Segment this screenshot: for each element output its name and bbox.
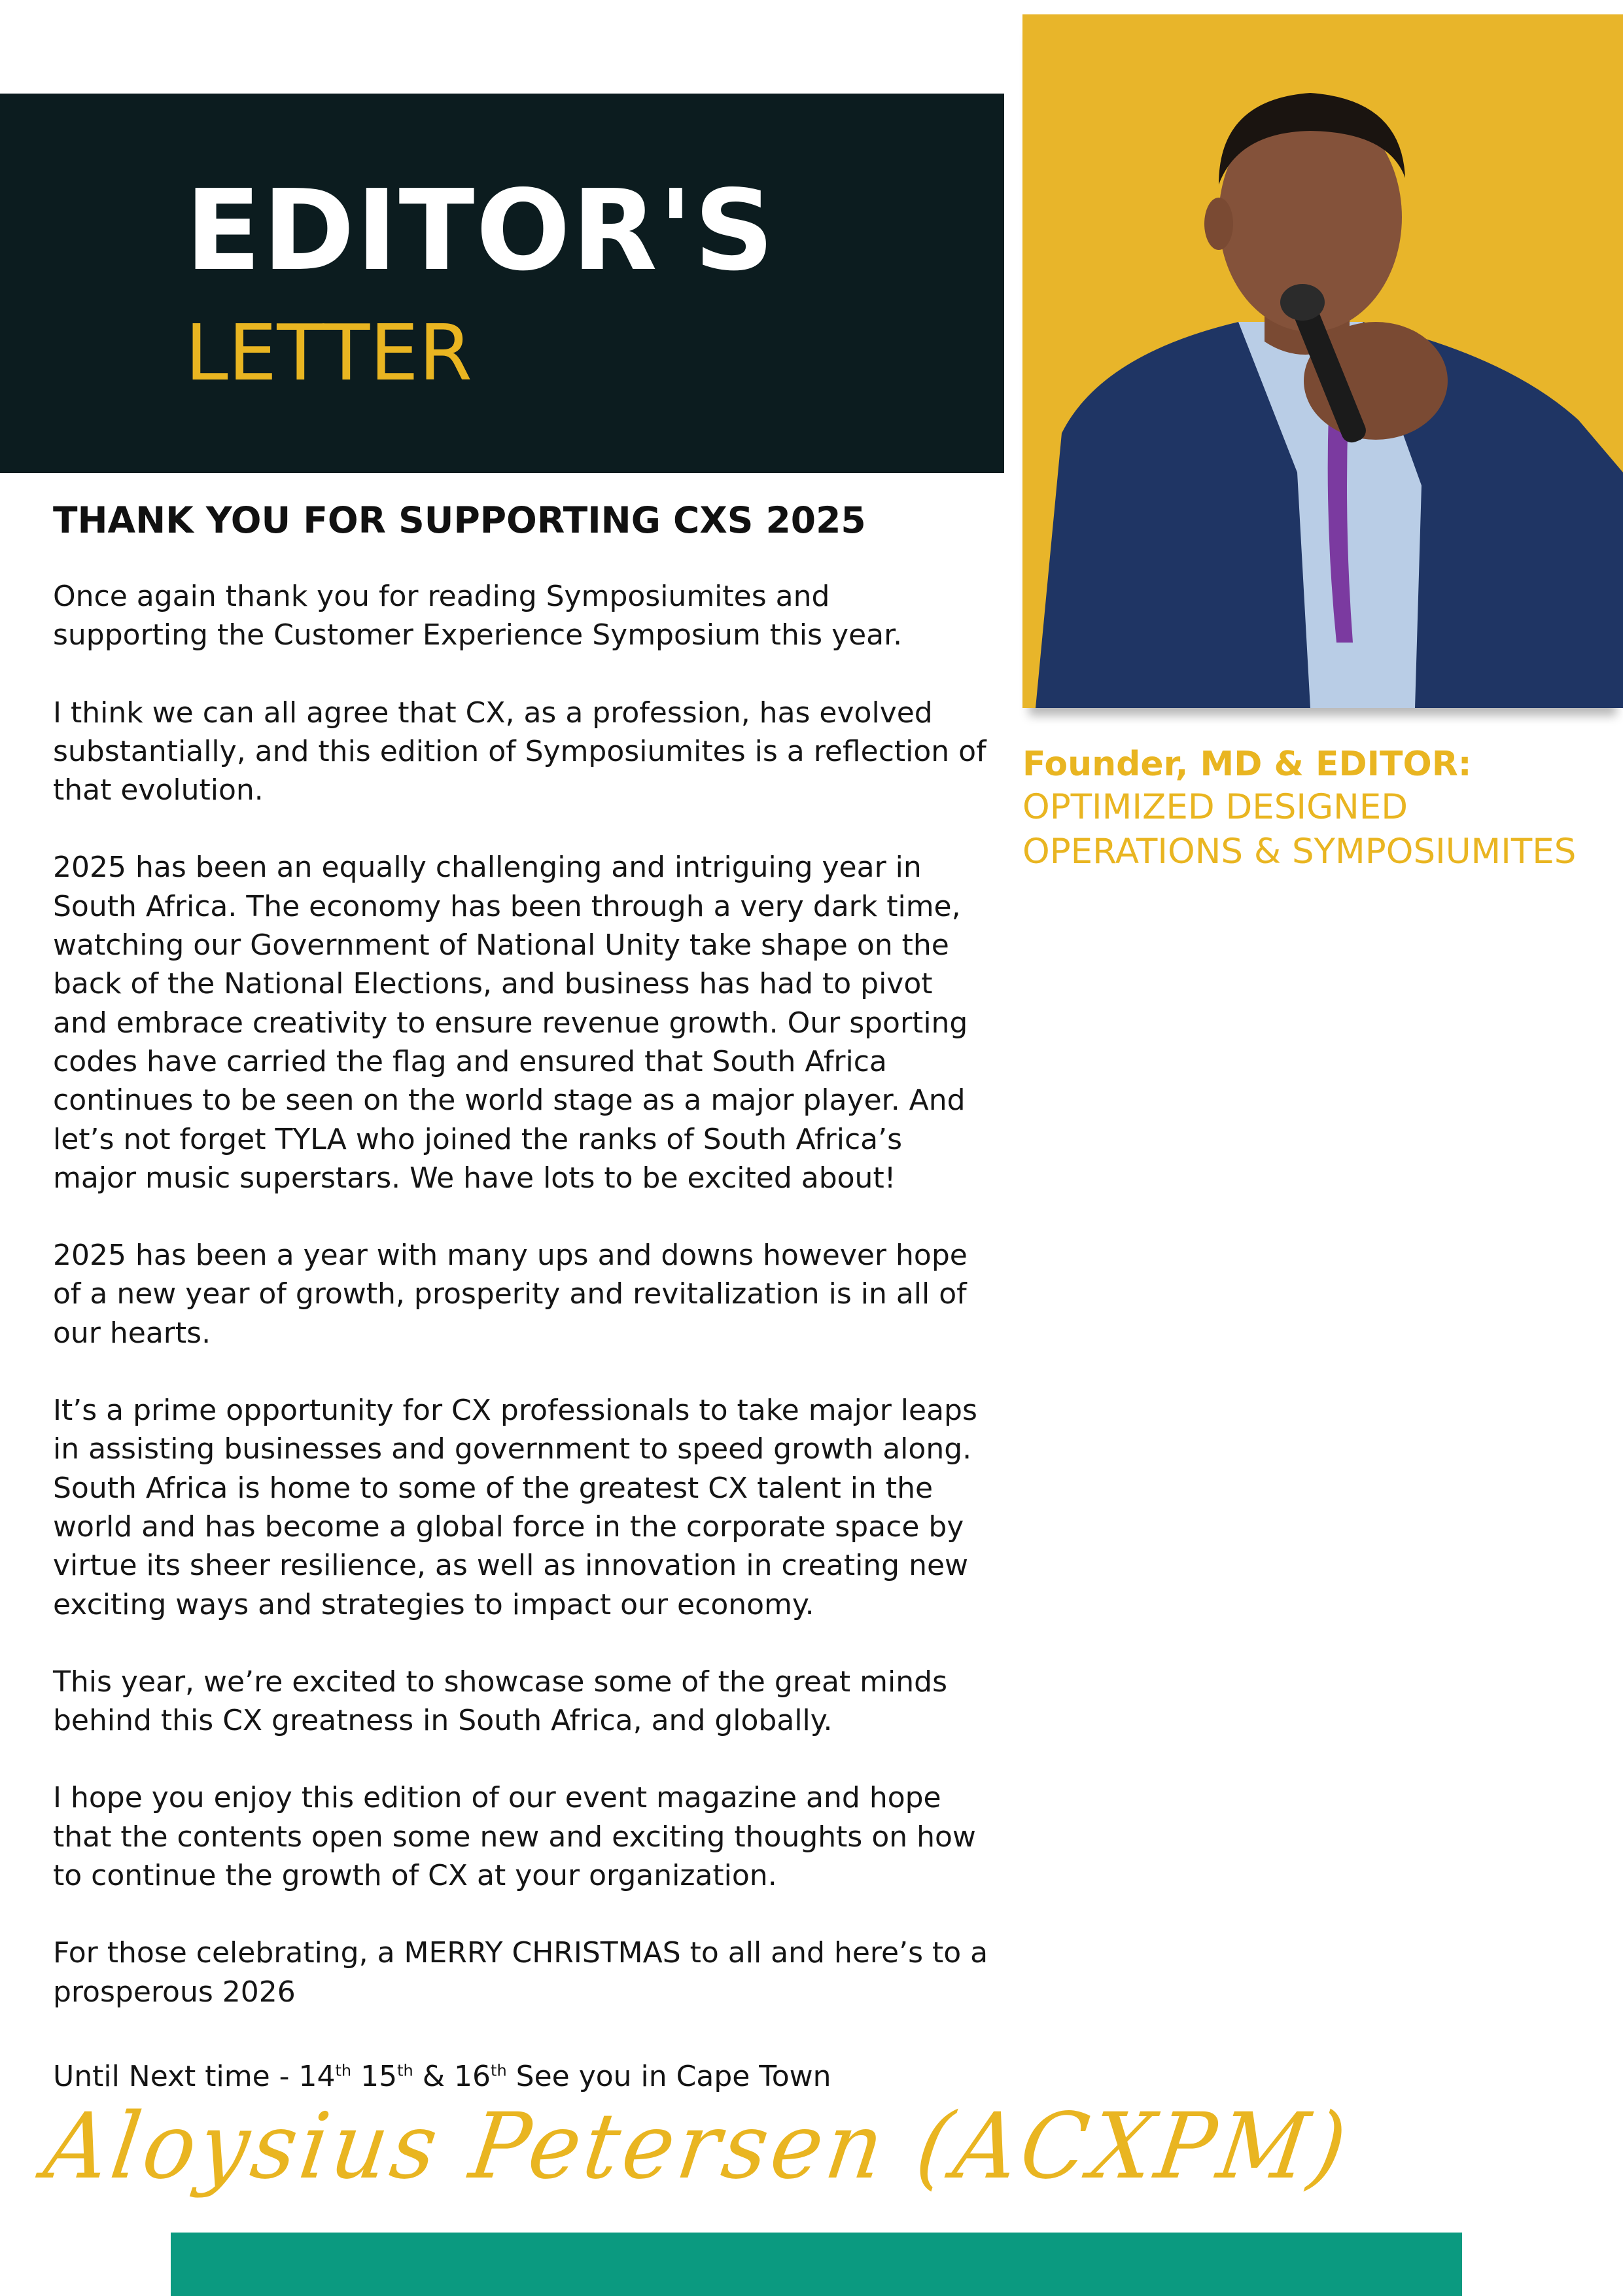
article-headline: THANK YOU FOR SUPPORTING CXS 2025 [53, 499, 866, 541]
caption-role: Founder, MD & EDITOR: [1022, 745, 1472, 784]
signoff-sup-2: th [397, 2061, 413, 2080]
signoff-mid-2: & 16 [413, 2060, 491, 2093]
paragraph: Once again thank you for reading Symposiumites and supporting the Customer Experience Symposium this year. [53, 580, 903, 652]
caption-org-line-1: OPTIMIZED DESIGNED [1022, 787, 1408, 827]
signoff-lead: Until Next time - 14 [53, 2060, 336, 2093]
paragraph: For those celebrating, a MERRY CHRISTMAS to all and here’s to a prosperous 2026 [53, 1936, 988, 2009]
paragraph: It’s a prime opportunity for CX professionals to take major leaps in assisting businesses and government to speed growth along. South Africa is home to some of the greatest CX talent in the world and has become a global force in the corporate space by virtue its sheer resilience, as well as innovation in creating new exciting ways and strategies to impact our economy. [53, 1394, 977, 1621]
editor-photo [1022, 14, 1623, 708]
paragraph: I think we can all agree that CX, as a profession, has evolved substantially, and this edition of Symposiumites is a reflection of that evolution. [53, 696, 986, 807]
signoff-mid-1: 15 [351, 2060, 398, 2093]
paragraph: This year, we’re excited to showcase some of the great minds behind this CX greatness in South Africa, and globally. [53, 1665, 947, 1738]
page-subtitle: LETTER [185, 308, 472, 398]
signoff-tail: See you in Cape Town [506, 2060, 831, 2093]
page-title: EDITOR'S [185, 166, 776, 296]
paragraph: 2025 has been a year with many ups and downs however hope of a new year of growth, prosperity and revitalization is in all of our hearts. [53, 1239, 968, 1350]
caption-org-line-2: OPERATIONS & SYMPOSIUMITES [1022, 832, 1577, 872]
article-body [53, 577, 988, 2050]
signoff-sup-1: th [335, 2061, 352, 2080]
paragraph: 2025 has been an equally challenging and intriguing year in South Africa. The economy has been through a very dark time, watching our Government of National Unity take shape on the back of the National Elections, and business has had to pivot and embrace creativity to ensure revenue growth. Our sporting codes have carried the flag and ensured that South Africa continues to be seen on the world stage as a major player. And let’s not forget TYLA who joined the ranks of South Africa’s major music superstars. We have lots to be excited about! [53, 851, 968, 1195]
sign-off-line [53, 2057, 831, 2096]
editor-portrait-illustration [1022, 14, 1623, 708]
paragraph: I hope you enjoy this edition of our event magazine and hope that the contents open some new and exciting thoughts on how to continue the growth of CX at your organization. [53, 1781, 976, 1893]
caption-organisation [1022, 785, 1611, 874]
signoff-sup-3: th [491, 2061, 507, 2080]
footer-bar [171, 2233, 1462, 2296]
editor-signature: Aloysius Petersen (ACXPM) [39, 2093, 1357, 2200]
